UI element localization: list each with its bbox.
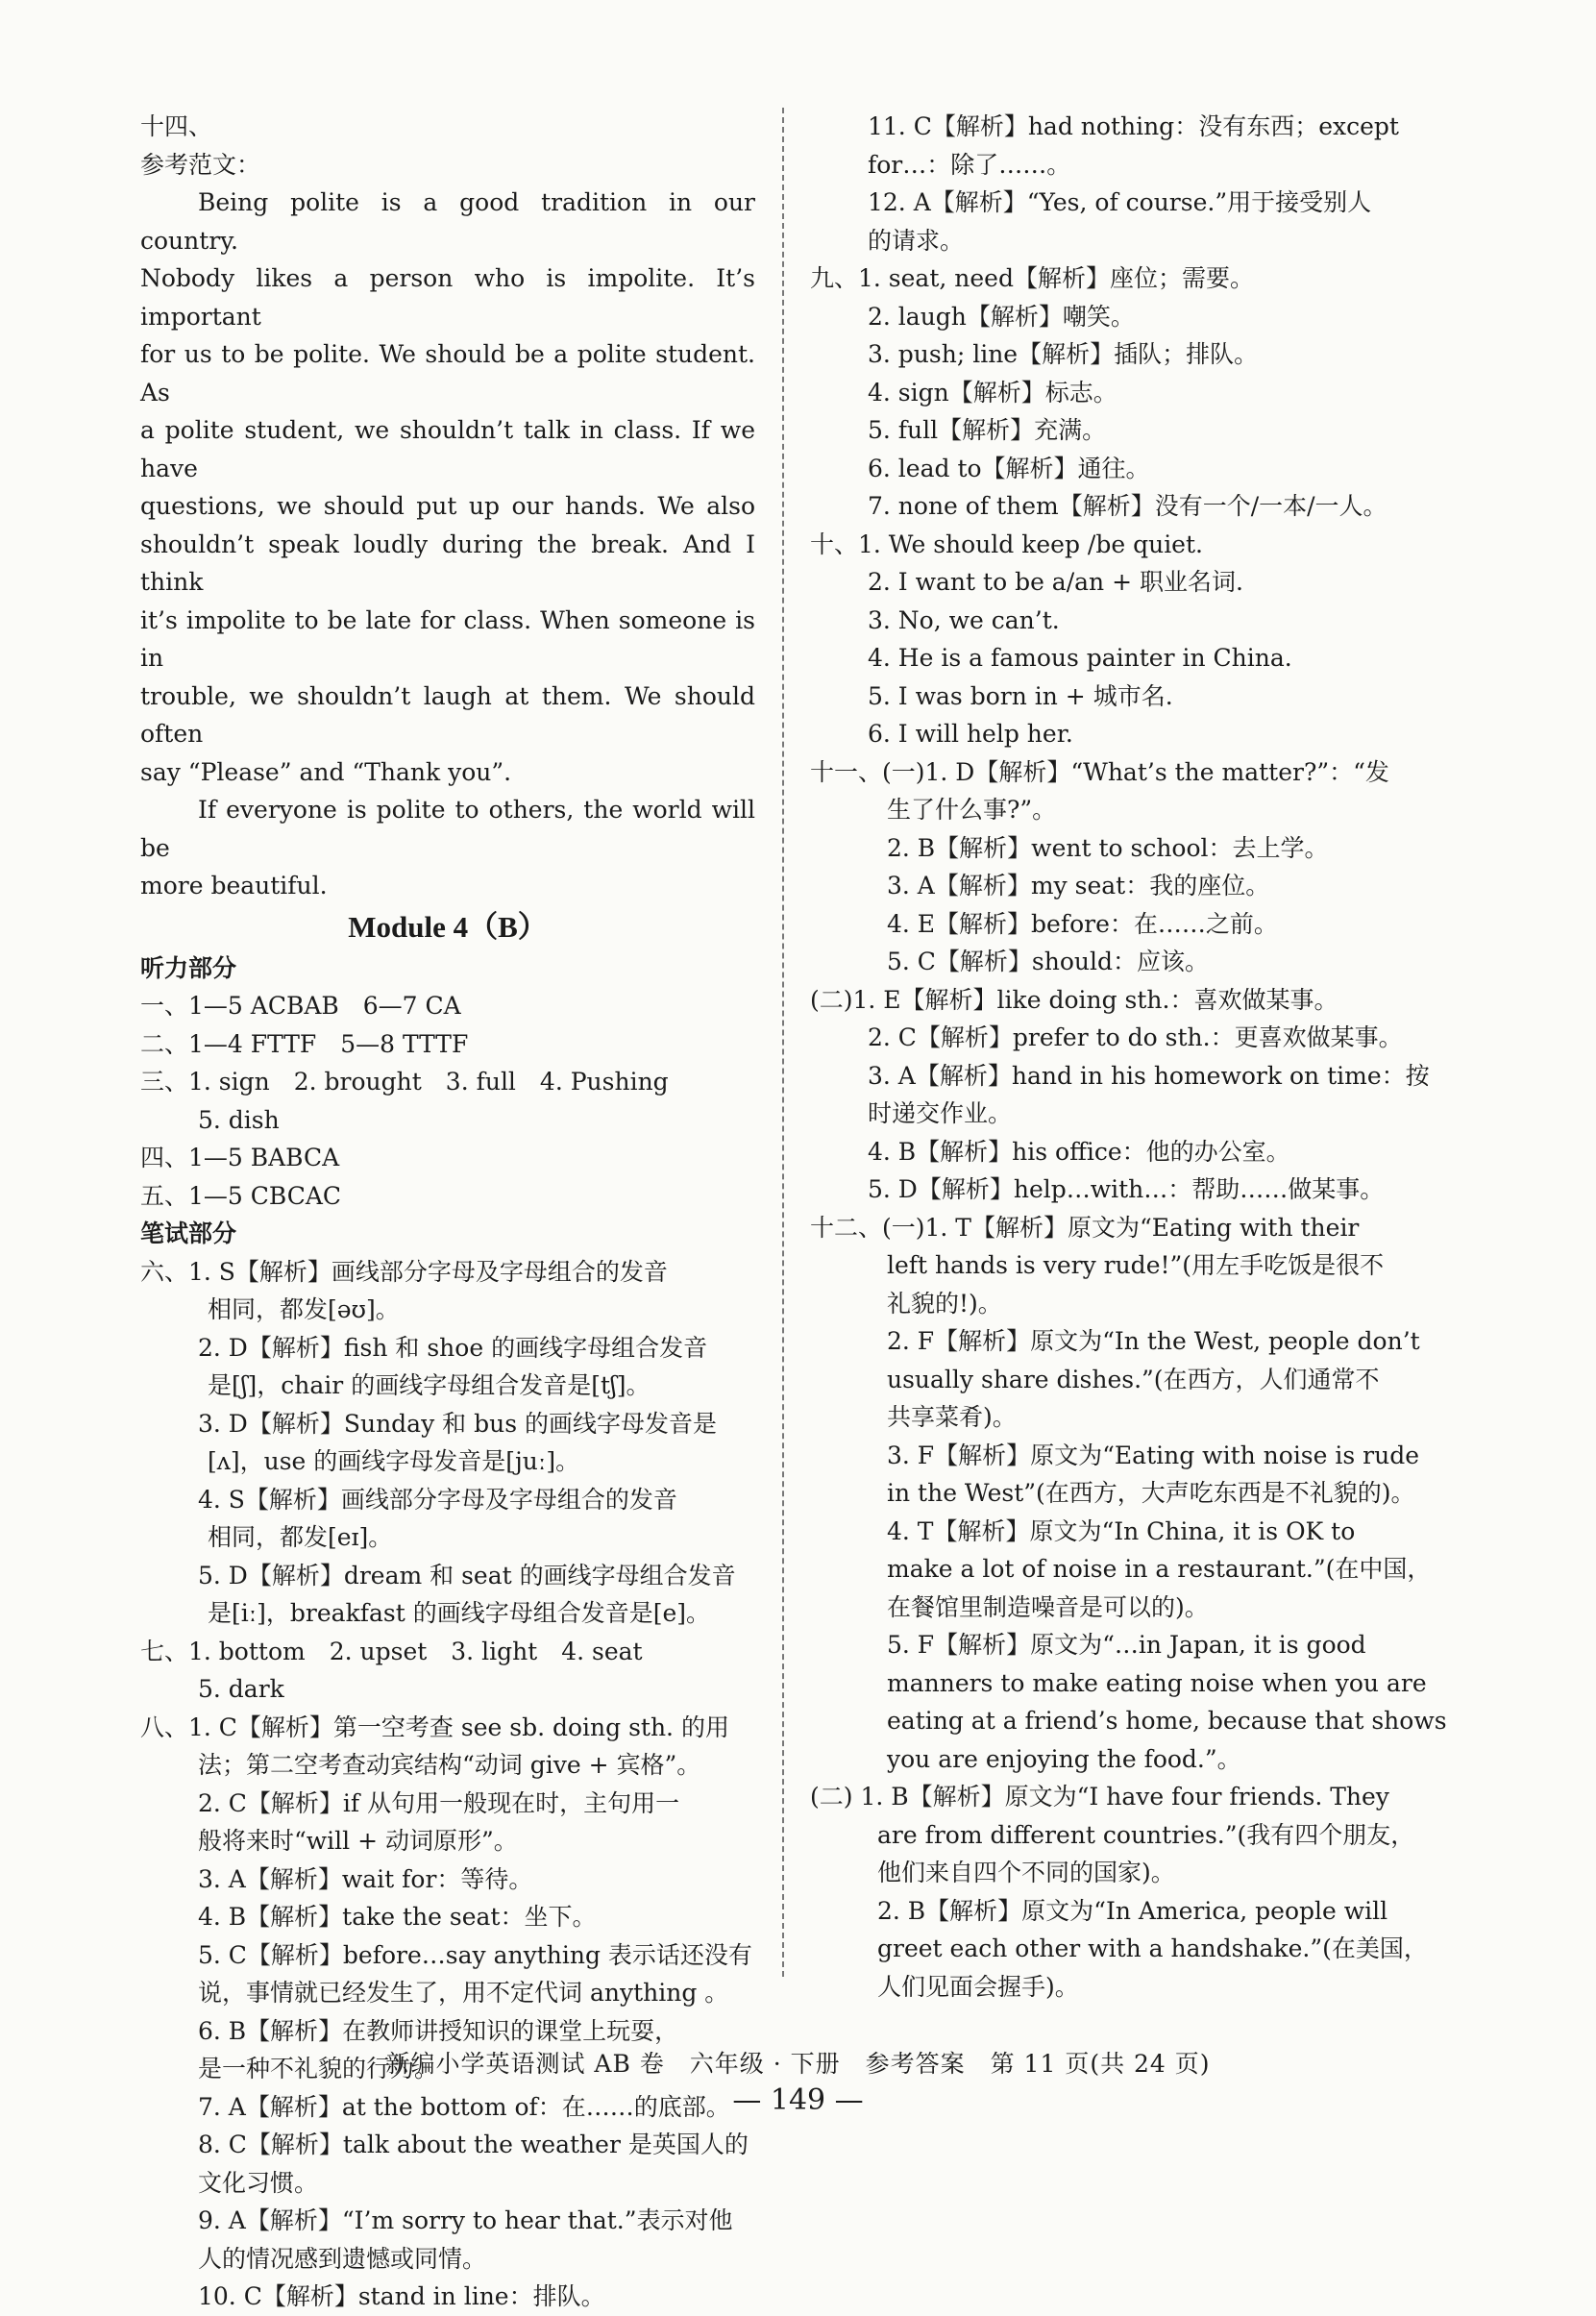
answer-line: 3. A【解析】wait for：等待。 [198, 1864, 533, 1893]
answer-line: 6. B【解析】在教师讲授知识的课堂上玩耍， [198, 2016, 679, 2045]
answer-line: 四、1—5 BABCA [140, 1144, 340, 1171]
answer-line: 5. C【解析】should：应该。 [887, 948, 1210, 975]
answer-line: 2. F【解析】原文为“In the West, people don’t [887, 1327, 1420, 1355]
answer-line: 人们见面会握手)。 [877, 1972, 1079, 2001]
answer-line: 一、1—5 ACBAB 6—7 CA [140, 992, 461, 1020]
answer-line: 八、1. C【解析】第一空考查 see sb. doing sth. 的用 [140, 1712, 729, 1741]
answer-line: 时递交作业。 [868, 1099, 1013, 1127]
answer-line: 说，事情就已经发生了，用不定代词 anything 。 [198, 1979, 729, 2007]
essay-label: 参考范文： [140, 150, 261, 179]
answer-line: greet each other with a handshake.”(在美国， [877, 1934, 1428, 1962]
answer-line: 十、1. We should keep /be quiet. [810, 530, 1203, 558]
footer-text: 新编小学英语测试 AB 卷 六年级 · 下册 参考答案 第 11 页(共 24 页) [385, 2050, 1211, 2078]
column-divider [782, 108, 784, 1977]
answer-line: 3. D【解析】Sunday 和 bus 的画线字母发音是 [198, 1409, 717, 1438]
answer-line: 2. B【解析】went to school：去上学。 [887, 833, 1329, 862]
answer-line: manners to make eating noise when you are [887, 1668, 1427, 1697]
answer-line: 法；第二空考查动宾结构“动词 give + 宾格”。 [198, 1751, 701, 1779]
answer-line: 5. D【解析】help…with…：帮助……做某事。 [868, 1175, 1385, 1203]
essay-heading: 十四、 [140, 112, 213, 140]
answer-line: 礼貌的!)。 [887, 1289, 1002, 1318]
listening-section-title: 听力部分 [140, 953, 237, 982]
answer-line: 是[ʃ]，chair 的画线字母组合发音是[tʃ]。 [208, 1371, 651, 1399]
answer-line: 9. A【解析】“I’m sorry to hear that.”表示对他 [198, 2206, 733, 2234]
answer-line: are from different countries.”(我有四个朋友， [877, 1820, 1415, 1849]
answer-line: 5. F【解析】原文为“…in Japan, it is good [887, 1631, 1366, 1659]
answer-line: 般将来时“will + 动词原形”。 [198, 1827, 518, 1855]
answer-line: 4. B【解析】take the seat：坐下。 [198, 1903, 597, 1931]
answer-line: 3. push; line【解析】插队；排队。 [868, 340, 1259, 368]
answer-line: 七、1. bottom 2. upset 3. light 4. seat [140, 1637, 643, 1665]
answer-line: 二、1—4 FTTF 5—8 TTTF [140, 1029, 469, 1058]
answer-line: 10. C【解析】stand in line：排队。 [198, 2282, 605, 2310]
essay-line: questions, we should put up our hands. We also [140, 492, 755, 520]
answer-line: (二)1. E【解析】like doing sth.：喜欢做某事。 [810, 985, 1338, 1014]
essay-line: more beautiful. [140, 872, 328, 899]
answer-line: 5. full【解析】充满。 [868, 416, 1107, 444]
answer-line: 5. dark [198, 1675, 284, 1703]
answer-line: [ʌ]，use 的画线字母发音是[juː]。 [208, 1447, 580, 1475]
answer-line: 11. C【解析】had nothing：没有东西；except [868, 112, 1399, 140]
answer-line: 2. D【解析】fish 和 shoe 的画线字母组合发音 [198, 1333, 708, 1362]
answer-line: 5. dish [198, 1105, 280, 1134]
answer-line: eating at a friend’s home, because that shows [887, 1707, 1447, 1735]
answer-line: 相同，都发[eɪ]。 [208, 1523, 393, 1551]
answer-line: 生了什么事?”。 [887, 796, 1057, 824]
answer-line: 4. B【解析】his office：他的办公室。 [868, 1137, 1290, 1166]
answer-line: 4. sign【解析】标志。 [868, 378, 1117, 407]
essay-line: for us to be polite. We should be a polite student. As [140, 340, 755, 407]
answer-line: 在餐馆里制造噪音是可以的)。 [887, 1592, 1209, 1621]
answer-line: 三、1. sign 2. brought 3. full 4. Pushing [140, 1068, 669, 1096]
essay-line: it’s impolite to be late for class. When someone is in [140, 605, 755, 672]
answer-line: 的请求。 [868, 226, 965, 255]
essay-line: say “Please” and “Thank you”. [140, 757, 512, 786]
answer-line: 3. No, we can’t. [868, 605, 1060, 634]
answer-line: 5. D【解析】dream 和 seat 的画线字母组合发音 [198, 1561, 736, 1589]
answer-line: 他们来自四个不同的国家)。 [877, 1859, 1175, 1886]
essay-line: a polite student, we shouldn’t talk in class. If we have [140, 416, 755, 482]
answer-line: 4. He is a famous painter in China. [868, 644, 1292, 672]
answer-line: 相同，都发[əʊ]。 [208, 1295, 400, 1323]
right-column [810, 108, 1447, 2006]
essay-line: Being polite is a good tradition in our country. [140, 188, 755, 255]
answer-line: 7. A【解析】at the bottom of：在……的底部。 [198, 2092, 730, 2121]
answer-line: usually share dishes.”(在西方，人们通常不 [887, 1365, 1380, 1393]
page-number: — 149 — [732, 2083, 864, 2117]
answer-line: 文化习惯。 [198, 2168, 319, 2197]
answer-line: 十二、(一)1. T【解析】原文为“Eating with their [810, 1213, 1360, 1242]
answer-line: 4. T【解析】原文为“In China, it is OK to [887, 1516, 1356, 1545]
answer-line: 3. A【解析】my seat：我的座位。 [887, 872, 1270, 899]
answer-line: 3. A【解析】hand in his homework on time：按 [868, 1061, 1430, 1090]
answer-line: left hands is very rude!”(用左手吃饭是很不 [887, 1251, 1385, 1279]
answer-line: 4. S【解析】画线部分字母及字母组合的发音 [198, 1485, 677, 1514]
answer-line: 2. C【解析】prefer to do sth.：更喜欢做某事。 [868, 1023, 1403, 1051]
answer-line: 共享菜肴)。 [887, 1403, 1017, 1431]
answer-line: 5. C【解析】before…say anything 表示话还没有 [198, 1940, 752, 1969]
answer-line: 8. C【解析】talk about the weather 是英国人的 [198, 2131, 749, 2158]
answer-line: 6. lead to【解析】通往。 [868, 454, 1150, 482]
answer-line: for…：除了……。 [868, 150, 1071, 179]
essay-line: shouldn’t speak loudly during the break. And I think [140, 530, 755, 596]
answer-line: make a lot of noise in a restaurant.”(在中国， [887, 1555, 1432, 1583]
answer-line: 是一种不礼貌的行为。 [198, 2055, 439, 2082]
answer-line: 12. A【解析】“Yes, of course.”用于接受别人 [868, 188, 1372, 216]
answer-line: 十一、(一)1. D【解析】“What’s the matter?”：“发 [810, 757, 1389, 786]
left-column [140, 108, 755, 2316]
answer-line: 3. F【解析】原文为“Eating with noise is rude [887, 1441, 1420, 1469]
answer-line: 九、1. seat, need【解析】座位；需要。 [810, 264, 1254, 292]
answer-line: 人的情况感到遗憾或同情。 [198, 2244, 487, 2273]
answer-line: (二) 1. B【解析】原文为“I have four friends. They [810, 1783, 1389, 1811]
answer-line: 4. E【解析】before：在……之前。 [887, 909, 1278, 938]
answer-line: 是[iː]，breakfast 的画线字母组合发音是[e]。 [208, 1599, 711, 1627]
answer-line: 六、1. S【解析】画线部分字母及字母组合的发音 [140, 1257, 668, 1286]
answer-line: 2. I want to be a/an + 职业名词. [868, 568, 1243, 596]
answer-line: in the West”(在西方，大声吃东西是不礼貌的)。 [887, 1479, 1415, 1507]
answer-line: you are enjoying the food.”。 [887, 1744, 1241, 1773]
answer-line: 5. I was born in + 城市名. [868, 681, 1173, 710]
essay-line: If everyone is polite to others, the world will be [140, 796, 755, 862]
module-title: Module 4（B） [348, 909, 548, 944]
essay-line: Nobody likes a person who is impolite. It’s important [140, 264, 755, 331]
essay-line: trouble, we shouldn’t laugh at them. We should often [140, 681, 755, 748]
writing-section-title: 笔试部分 [140, 1220, 237, 1247]
answer-line: 2. C【解析】if 从句用一般现在时，主句用一 [198, 1788, 680, 1817]
answer-line: 2. B【解析】原文为“In America, people will [877, 1896, 1388, 1925]
answer-line: 6. I will help her. [868, 720, 1073, 748]
answer-line: 五、1—5 CBCAC [140, 1181, 342, 1210]
answer-line: 2. laugh【解析】嘲笑。 [868, 302, 1135, 331]
answer-line: 7. none of them【解析】没有一个/一本/一人。 [868, 492, 1387, 520]
